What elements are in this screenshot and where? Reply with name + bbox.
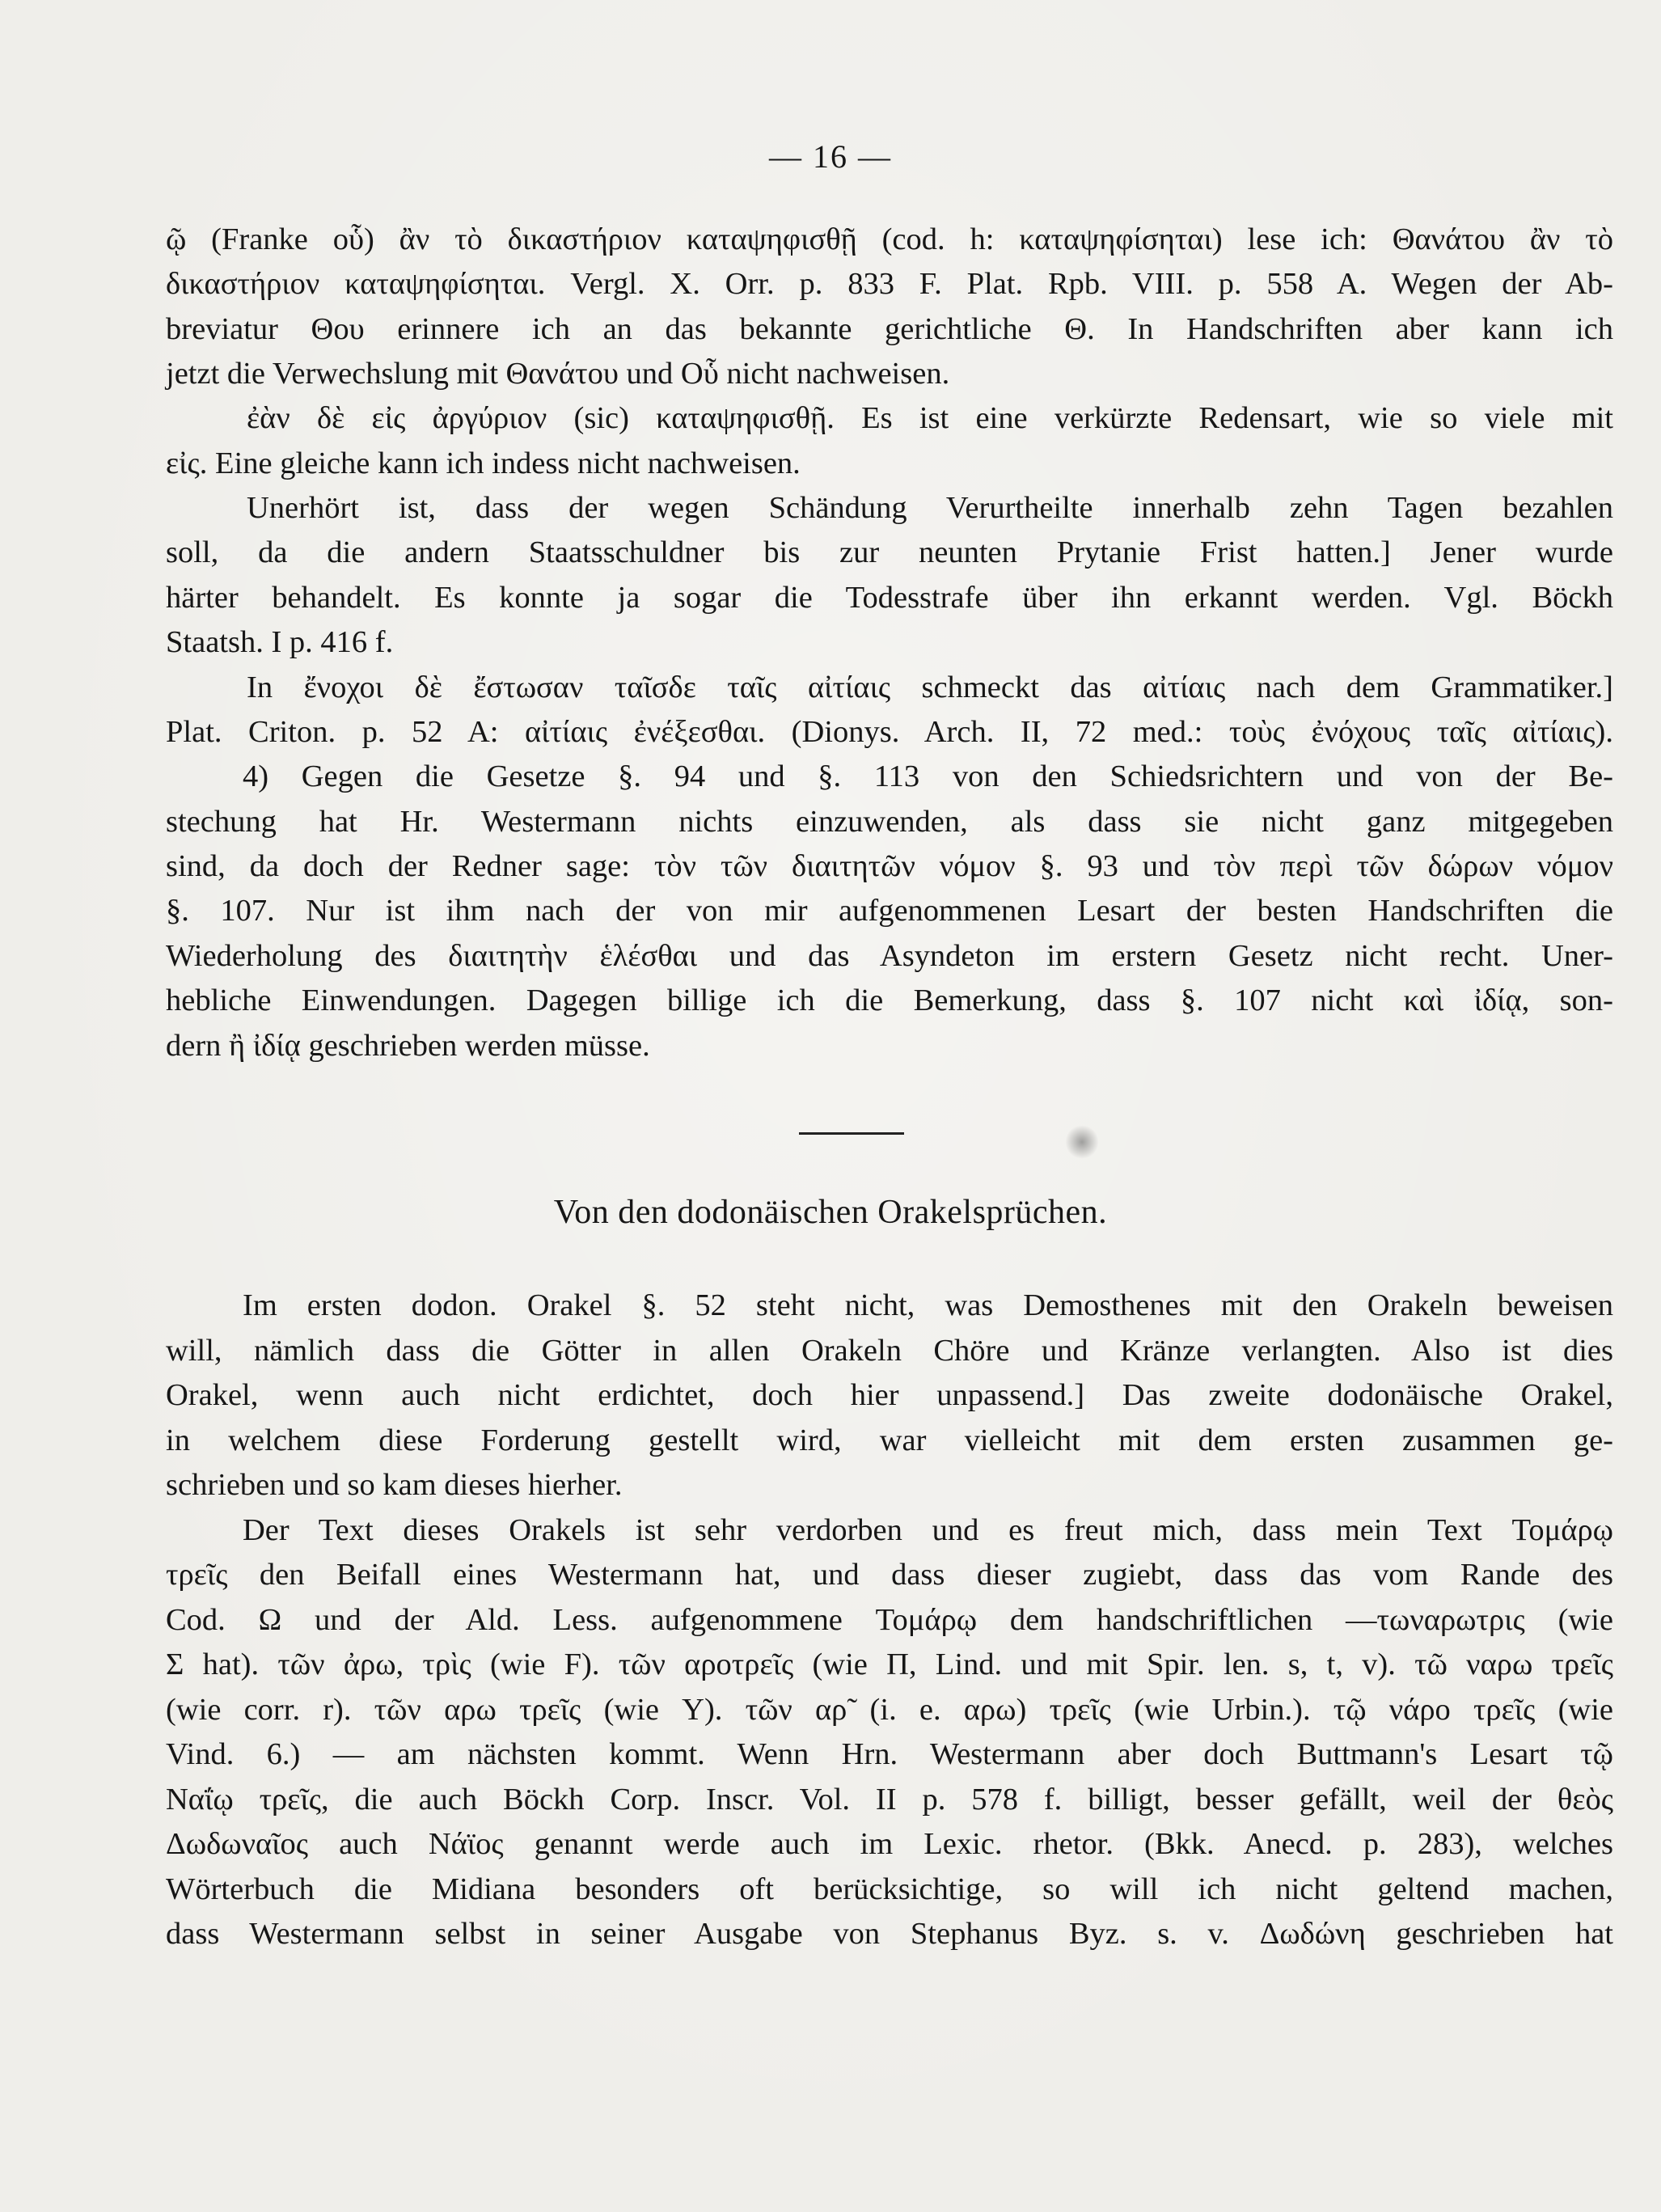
text-line: δικαστήριον καταψηφίσηται. Vergl. X. Orr. p. 833 F. Plat. Rpb. VIII. p. 558 A. Wegen der Ab-: [166, 267, 1613, 301]
text-line: breviatur Θου erinnere ich an das bekannte gerichtliche Θ. In Handschriften aber kann ich: [166, 312, 1613, 346]
text-line: Orakel, wenn auch nicht erdichtet, doch hier unpassend.] Das zweite dodonäische Orakel,: [166, 1378, 1613, 1412]
text-line: Δωδωναῖος auch Νάϊος genannt werde auch im Lexic. rhetor. (Bkk. Anecd. p. 283), welches: [166, 1827, 1613, 1861]
text-line: εἰς. Eine gleiche kann ich indess nicht nachweisen.: [166, 446, 801, 480]
text-line: ῷ (Franke οὗ) ἂν τὸ δικαστήριον καταψηφισθῇ (cod. h: καταψηφίσηται) lese ich: Θανάτου ἂν τὸ: [166, 222, 1613, 256]
text-line: ἐὰν δὲ εἰς ἀργύριον (sic) καταψηφισθῇ. Es ist eine verkürzte Redensart, wie so viele mit: [247, 401, 1613, 435]
text-line: Wiederholung des διαιτητὴν ἑλέσθαι und das Asyndeton im erstern Gesetz nicht recht. Uner-: [166, 939, 1613, 973]
text-line: Wörterbuch die Midiana besonders oft berücksichtige, so will ich nicht geltend machen,: [166, 1872, 1613, 1906]
text-line: 4) Gegen die Gesetze §. 94 und §. 113 von den Schiedsrichtern und von der Be-: [243, 759, 1613, 793]
ink-smudge: [1066, 1124, 1098, 1160]
text-line: Im ersten dodon. Orakel §. 52 steht nicht, was Demosthenes mit den Orakeln beweisen: [243, 1288, 1613, 1322]
text-line: §. 107. Nur ist ihm nach der von mir aufgenommenen Lesart der besten Handschriften die: [166, 894, 1613, 928]
text-line: dern ἢ ἰδίᾳ geschrieben werden müsse.: [166, 1029, 650, 1063]
text-line: Der Text dieses Orakels ist sehr verdorben und es freut mich, dass mein Text Τομάρῳ: [243, 1513, 1613, 1547]
text-line: Vind. 6.) — am nächsten kommt. Wenn Hrn. Westermann aber doch Buttmann's Lesart τῷ: [166, 1737, 1613, 1771]
text-line: Σ hat). τῶν ἀρω, τρὶς (wie F). τῶν αροτρεῖς (wie Π, Lind. und mit Spir. len. s, t, v). τῶ ναρω τρεῖς: [166, 1647, 1613, 1681]
text-line: hebliche Einwendungen. Dagegen billige ich die Bemerkung, dass §. 107 nicht καὶ ἰδίᾳ, son-: [166, 983, 1613, 1017]
text-line: τρεῖς den Beifall eines Westermann hat, und dass dieser zugiebt, dass das vom Rande des: [166, 1558, 1613, 1592]
text-line: Cod. Ω und der Ald. Less. aufgenommene Τομάρῳ dem handschriftlichen —τωναρωτρις (wie: [166, 1603, 1613, 1637]
text-line: (wie corr. r). τῶν αρω τρεῖς (wie Υ). τῶν αρ̃ (i. e. αρω) τρεῖς (wie Urbin.). τῷ νάρο τρεῖς (wie: [166, 1693, 1613, 1727]
text-line: sind, da doch der Redner sage: τὸν τῶν διαιτητῶν νόμον §. 93 und τὸν περὶ τῶν δώρων νόμον: [166, 849, 1613, 883]
section-heading: Von den dodonäischen Orakelsprüchen.: [553, 1194, 1108, 1231]
text-line: will, nämlich dass die Götter in allen Orakeln Chöre und Kränze verlangten. Also ist dies: [166, 1334, 1613, 1368]
section-divider: [799, 1132, 904, 1135]
text-line: soll, da die andern Staatsschuldner bis zur neunten Prytanie Frist hatten.] Jener wurde: [166, 535, 1613, 569]
text-line: in welchem diese Forderung gestellt wird, war vielleicht mit dem ersten zusammen ge-: [166, 1423, 1613, 1457]
text-line: jetzt die Verwechslung mit Θανάτου und Οὗ nicht nachweisen.: [166, 357, 950, 391]
text-line: Ναΐῳ τρεῖς, die auch Böckh Corp. Inscr. Vol. II p. 578 f. billigt, besser gefällt, weil der θεὸς: [166, 1783, 1613, 1817]
text-line: Staatsh. I p. 416 f.: [166, 625, 394, 659]
text-line: Unerhört ist, dass der wegen Schändung Verurtheilte innerhalb zehn Tagen bezahlen: [247, 491, 1613, 525]
text-line: dass Westermann selbst in seiner Ausgabe von Stephanus Byz. s. v. Δωδώνη geschrieben hat: [166, 1917, 1613, 1951]
page-number: — 16 —: [769, 138, 892, 175]
text-line: In ἔνοχοι δὲ ἔστωσαν ταῖσδε ταῖς αἰτίαις schmeckt das αἰτίαις nach dem Grammatiker.]: [247, 670, 1613, 704]
text-line: schrieben und so kam dieses hierher.: [166, 1468, 623, 1502]
text-line: härter behandelt. Es konnte ja sogar die Todesstrafe über ihn erkannt werden. Vgl. Böckh: [166, 581, 1613, 615]
text-line: Plat. Criton. p. 52 A: αἰτίαις ἐνέξεσθαι. (Dionys. Arch. II, 72 med.: τοὺς ἐνόχους ταῖς αἰτίαις).: [166, 715, 1613, 749]
text-line: stechung hat Hr. Westermann nichts einzuwenden, als dass sie nicht ganz mitgegeben: [166, 805, 1613, 839]
